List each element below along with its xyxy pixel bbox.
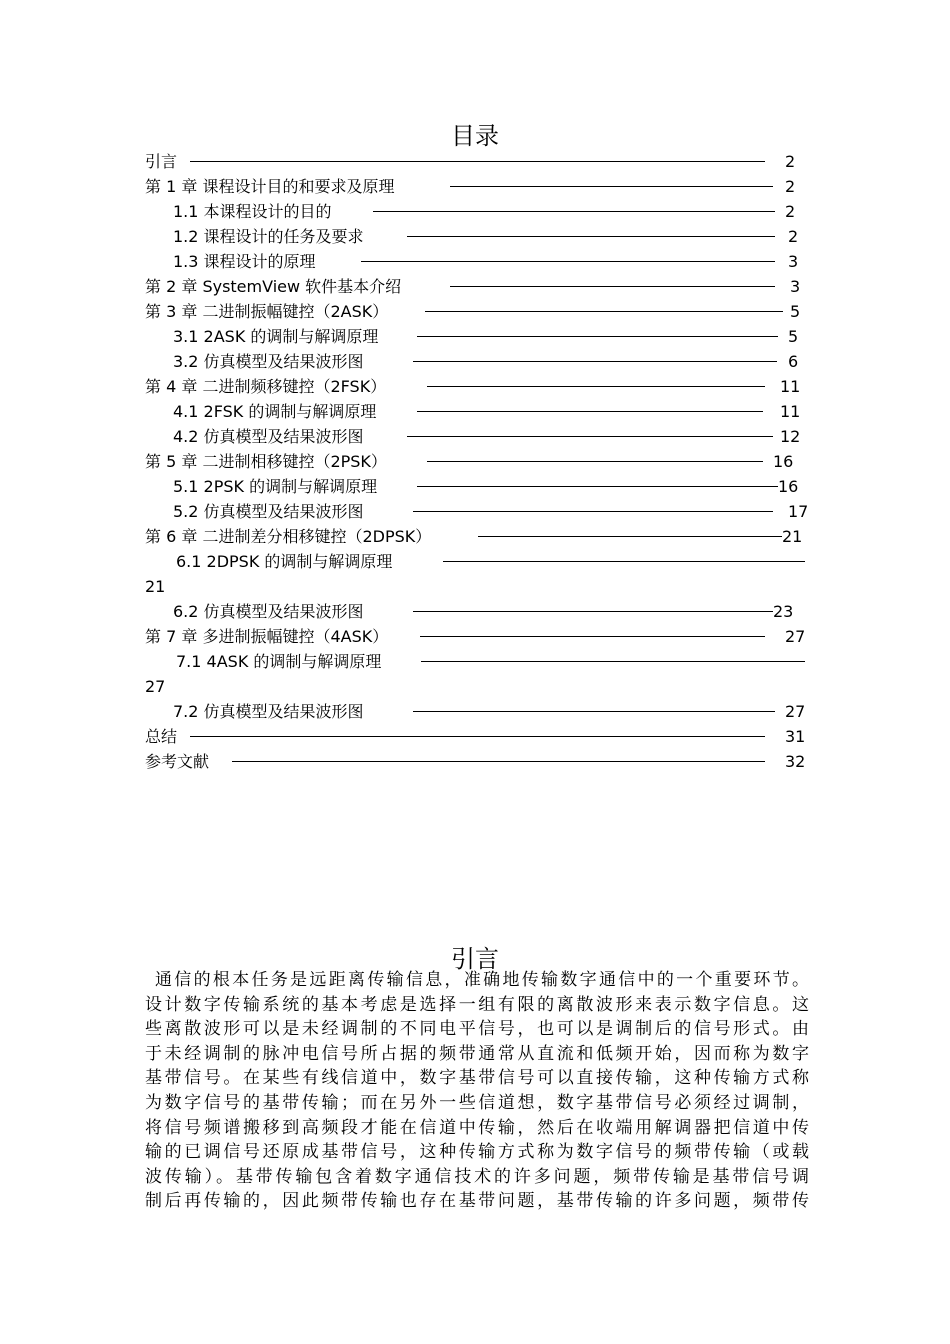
toc-entry-label: 引言 <box>145 152 178 171</box>
toc-entry-page: 5 <box>790 302 801 321</box>
intro-line: 于未经调制的脉冲电信号所占据的频带通常从直流和低频开始，因而称为数字 <box>145 1043 809 1064</box>
toc-entry[interactable] <box>145 224 815 249</box>
toc-entry[interactable] <box>145 174 815 199</box>
toc-leader-line <box>232 761 765 762</box>
toc-entry[interactable] <box>145 724 815 749</box>
toc-entry-wrap <box>145 574 815 599</box>
toc-entry-label: 6.2 仿真模型及结果波形图 <box>173 602 364 621</box>
toc-leader-line <box>407 436 773 437</box>
toc-entry-label: 参考文献 <box>145 752 210 771</box>
toc-entry-page: 2 <box>788 227 799 246</box>
toc-leader-line <box>450 186 773 187</box>
toc-leader-line <box>190 736 765 737</box>
toc-leader-line <box>413 511 773 512</box>
toc-entry-label: 1.3 课程设计的原理 <box>173 252 316 271</box>
toc-entry-label: 第 3 章 二进制振幅键控（2ASK） <box>145 302 389 321</box>
intro-line: 设计数字传输系统的基本考虑是选择一组有限的离散波形来表示数字信息。这 <box>145 994 809 1015</box>
toc-entry-page: 2 <box>785 202 796 221</box>
toc-entry-page: 12 <box>780 427 801 446</box>
toc-leader-line <box>407 236 775 237</box>
intro-line: 些离散波形可以是未经调制的不同电平信号，也可以是调制后的信号形式。由 <box>145 1019 809 1040</box>
toc-entry-label: 第 5 章 二进制相移键控（2PSK） <box>145 452 387 471</box>
toc-entry-page: 3 <box>790 277 801 296</box>
toc-leader-line <box>417 411 763 412</box>
toc-entry[interactable] <box>145 449 815 474</box>
toc-entry-label: 7.1 4ASK 的调制与解调原理 <box>176 652 382 671</box>
table-of-contents <box>145 149 815 774</box>
toc-leader-line <box>427 386 765 387</box>
intro-line: 输的已调信号还原成基带信号，这种传输方式称为数字信号的频带传输（或载 <box>145 1142 809 1163</box>
toc-entry-label: 6.1 2DPSK 的调制与解调原理 <box>176 552 393 571</box>
toc-entry-page: 6 <box>788 352 799 371</box>
toc-entry[interactable] <box>145 524 815 549</box>
toc-entry-label: 5.2 仿真模型及结果波形图 <box>173 502 364 521</box>
toc-leader-line <box>425 311 783 312</box>
toc-entry-label: 第 2 章 SystemView 软件基本介绍 <box>145 277 402 296</box>
toc-entry-page: 27 <box>785 702 806 721</box>
toc-title: 目录 <box>451 122 499 150</box>
toc-entry-page: 27 <box>145 677 166 696</box>
toc-entry-label: 3.2 仿真模型及结果波形图 <box>173 352 364 371</box>
toc-entry-page: 3 <box>788 252 799 271</box>
toc-entry-label: 3.1 2ASK 的调制与解调原理 <box>173 327 379 346</box>
toc-leader-line <box>417 486 778 487</box>
toc-entry-page: 21 <box>145 577 166 596</box>
toc-entry[interactable] <box>145 474 815 499</box>
toc-entry-label: 第 6 章 二进制差分相移键控（2DPSK） <box>145 527 432 546</box>
toc-entry[interactable] <box>145 274 815 299</box>
toc-leader-line <box>478 536 782 537</box>
toc-entry[interactable] <box>145 199 815 224</box>
toc-leader-line <box>190 161 765 162</box>
toc-entry[interactable] <box>145 349 815 374</box>
intro-title: 引言 <box>451 945 499 973</box>
toc-leader-line <box>413 361 777 362</box>
toc-entry-page: 31 <box>785 727 806 746</box>
toc-leader-line <box>413 611 773 612</box>
toc-entry-page: 32 <box>785 752 806 771</box>
toc-entry[interactable] <box>145 399 815 424</box>
toc-leader-line <box>450 286 775 287</box>
toc-entry-page: 21 <box>782 527 803 546</box>
toc-entry[interactable] <box>145 649 815 674</box>
toc-entry[interactable] <box>145 499 815 524</box>
intro-line: 基带信号。在某些有线信道中，数字基带信号可以直接传输，这种传输方式称 <box>145 1068 809 1089</box>
toc-entry[interactable] <box>145 599 815 624</box>
toc-entry[interactable] <box>145 299 815 324</box>
toc-entry[interactable] <box>145 149 815 174</box>
toc-leader-line <box>413 711 775 712</box>
intro-line: 制后再传输的，因此频带传输也存在基带问题，基带传输的许多问题，频带传 <box>145 1191 809 1212</box>
toc-entry-page: 2 <box>785 152 796 171</box>
intro-line: 将信号频谱搬移到高频段才能在信道中传输，然后在收端用解调器把信道中传 <box>145 1117 809 1138</box>
toc-entry-page: 16 <box>778 477 799 496</box>
toc-entry-page: 16 <box>773 452 794 471</box>
toc-entry[interactable] <box>145 424 815 449</box>
toc-entry-page: 2 <box>785 177 796 196</box>
toc-entry[interactable] <box>145 324 815 349</box>
intro-line: 波传输）。基带传输包含着数字通信技术的许多问题，频带传输是基带信号调 <box>145 1166 809 1187</box>
intro-body <box>145 968 809 1214</box>
toc-entry[interactable] <box>145 624 815 649</box>
toc-entry-label: 4.1 2FSK 的调制与解调原理 <box>173 402 377 421</box>
toc-entry-label: 1.1 本课程设计的目的 <box>173 202 332 221</box>
toc-leader-line <box>417 336 778 337</box>
toc-entry[interactable] <box>145 249 815 274</box>
toc-entry[interactable] <box>145 699 815 724</box>
toc-entry-label: 1.2 课程设计的任务及要求 <box>173 227 364 246</box>
toc-entry-page: 11 <box>780 402 801 421</box>
toc-entry[interactable] <box>145 549 815 574</box>
toc-leader-line <box>427 461 763 462</box>
toc-entry[interactable] <box>145 749 815 774</box>
toc-entry-label: 第 7 章 多进制振幅键控（4ASK） <box>145 627 389 646</box>
toc-entry-label: 第 4 章 二进制频移键控（2FSK） <box>145 377 387 396</box>
toc-leader-line <box>443 561 805 562</box>
toc-entry[interactable] <box>145 374 815 399</box>
toc-entry-label: 总结 <box>145 727 178 746</box>
toc-entry-label: 7.2 仿真模型及结果波形图 <box>173 702 364 721</box>
toc-leader-line <box>420 636 765 637</box>
toc-entry-page: 17 <box>788 502 809 521</box>
toc-leader-line <box>421 661 805 662</box>
toc-entry-label: 5.1 2PSK 的调制与解调原理 <box>173 477 378 496</box>
toc-entry-wrap <box>145 674 815 699</box>
toc-entry-page: 5 <box>788 327 799 346</box>
toc-entry-label: 4.2 仿真模型及结果波形图 <box>173 427 364 446</box>
intro-line: 通信的根本任务是远距离传输信息，准确地传输数字通信中的一个重要环节。 <box>155 970 809 990</box>
toc-leader-line <box>361 261 775 262</box>
toc-entry-label: 第 1 章 课程设计目的和要求及原理 <box>145 177 395 196</box>
toc-entry-page: 27 <box>785 627 806 646</box>
toc-leader-line <box>373 211 775 212</box>
toc-entry-page: 11 <box>780 377 801 396</box>
intro-line: 为数字信号的基带传输；而在另外一些信道想，数字基带信号必须经过调制， <box>145 1092 809 1113</box>
toc-entry-page: 23 <box>773 602 794 621</box>
